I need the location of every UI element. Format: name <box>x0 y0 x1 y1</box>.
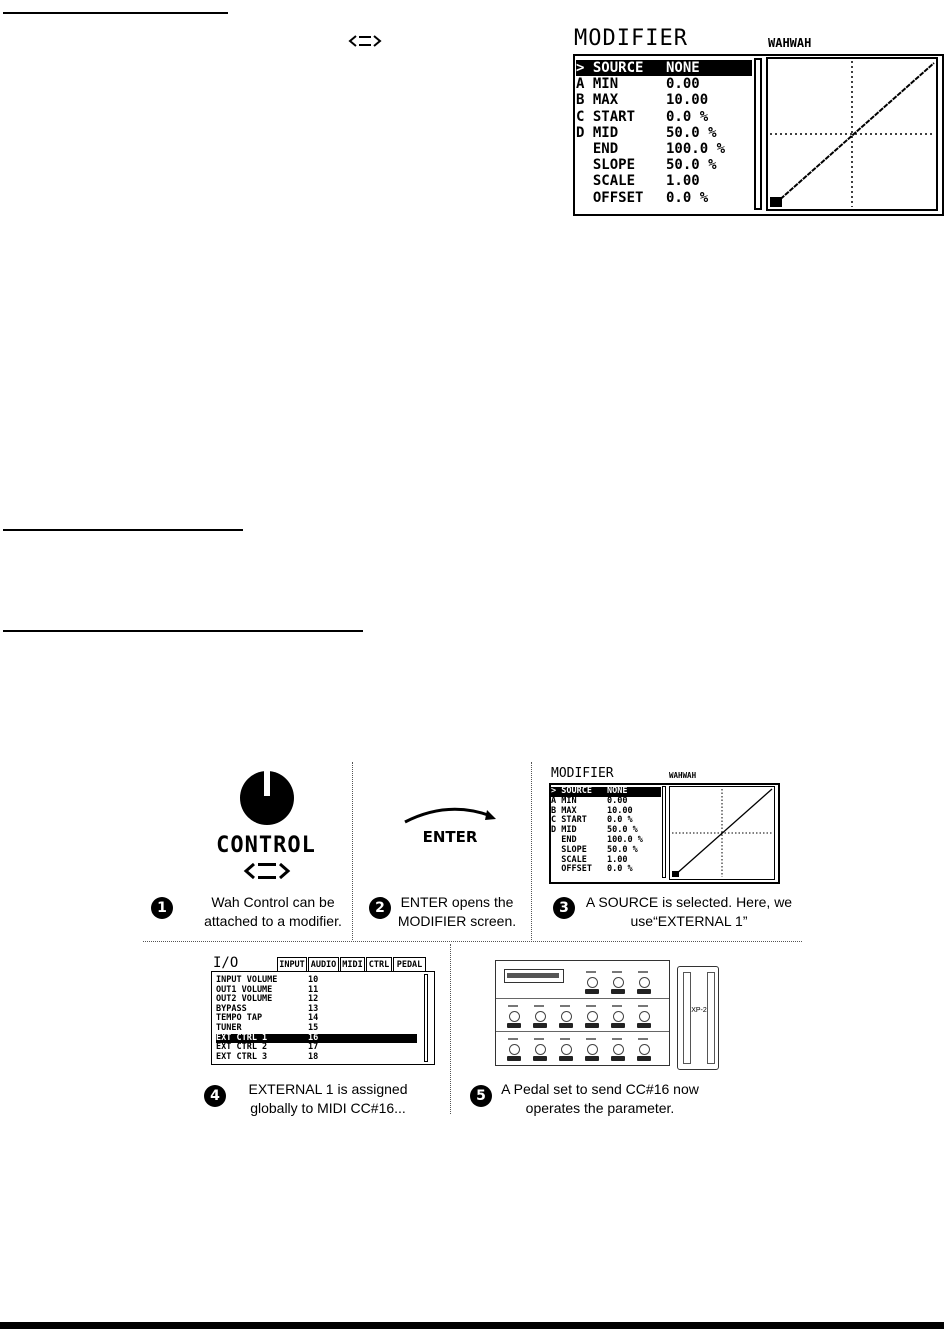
param-name: B MAX <box>576 92 619 109</box>
footswitch[interactable] <box>587 977 598 988</box>
param-value: 10 <box>308 975 319 985</box>
foot-controller-row-divider <box>496 1031 669 1032</box>
footswitch[interactable] <box>561 1044 572 1055</box>
param-name: A MIN <box>551 795 577 806</box>
step-3-caption: A SOURCE is selected. Here, we use“EXTERNAL 1” <box>585 894 793 929</box>
switch-label-mark <box>612 1005 622 1007</box>
modifier-effect-name: WAHWAH <box>768 36 812 50</box>
divider-row <box>143 941 802 942</box>
enter-button-label[interactable]: ENTER <box>422 828 478 846</box>
param-name: SCALE <box>551 854 587 865</box>
switch-label-mark <box>612 1038 622 1040</box>
footswitch-led <box>533 1023 547 1028</box>
footswitch-led <box>611 1056 625 1061</box>
param-value: NONE <box>666 60 700 76</box>
footswitch[interactable] <box>639 1044 650 1055</box>
param-name: SCALE <box>576 173 636 190</box>
param-name: D MID <box>576 124 619 141</box>
param-row[interactable] <box>576 157 752 173</box>
param-name: A MIN <box>576 76 619 93</box>
param-value: 17 <box>308 1042 319 1053</box>
footswitch-led <box>559 1056 573 1061</box>
footswitch[interactable] <box>639 977 650 988</box>
switch-label-mark <box>612 971 622 973</box>
switch-label-mark <box>534 1038 544 1040</box>
modifier-param-list <box>576 60 752 206</box>
param-value: 50.0 % <box>607 825 638 836</box>
param-name: OUT1 VOLUME <box>216 984 273 995</box>
step-1-caption: Wah Control can be attached to a modifier. <box>204 894 342 929</box>
switch-label-mark <box>638 971 648 973</box>
param-value: 100.0 % <box>666 140 726 157</box>
tab-pedal[interactable]: PEDAL <box>393 957 426 973</box>
param-row[interactable] <box>576 76 752 92</box>
param-name: TEMPO TAP <box>216 1013 263 1024</box>
switch-label-mark <box>586 971 596 973</box>
param-row[interactable] <box>576 173 752 189</box>
tab-input[interactable]: INPUT <box>277 957 307 973</box>
foot-controller <box>495 960 670 1066</box>
arrow-curve-icon <box>403 804 498 826</box>
param-row[interactable] <box>576 92 752 108</box>
modifier-scrollbar[interactable] <box>662 786 666 878</box>
param-value: 1.00 <box>607 854 628 865</box>
switch-label-mark <box>508 1005 518 1007</box>
param-value: 0.0 % <box>607 864 633 875</box>
param-row[interactable] <box>576 60 752 76</box>
switch-label-mark <box>560 1038 570 1040</box>
footswitch-led <box>637 1023 651 1028</box>
param-value: NONE <box>607 786 628 796</box>
foot-controller-display <box>504 969 564 983</box>
tab-ctrl[interactable]: CTRL <box>366 957 392 972</box>
step-2-caption: ENTER opens the MODIFIER screen. <box>397 894 517 929</box>
param-value: 10.00 <box>607 805 633 816</box>
param-row[interactable] <box>576 125 752 141</box>
param-value: 15 <box>308 1022 319 1033</box>
step-number-2: 2 <box>369 897 391 919</box>
param-value: 1.00 <box>666 173 700 190</box>
knob-icon[interactable] <box>237 768 297 828</box>
footswitch-led <box>611 1023 625 1028</box>
param-name: EXT CTRL 2 <box>216 1042 268 1053</box>
param-value: 50.0 % <box>607 844 638 855</box>
param-value: 18 <box>308 1051 319 1062</box>
tab-midi[interactable]: MIDI <box>340 957 365 973</box>
switch-label-mark <box>508 1038 518 1040</box>
param-name: BYPASS <box>216 1003 247 1014</box>
io-row-list <box>216 976 417 1062</box>
foot-controller-row-divider <box>496 998 669 999</box>
footswitch[interactable] <box>535 1044 546 1055</box>
footswitch-led <box>637 1056 651 1061</box>
param-value: 14 <box>308 1013 319 1024</box>
param-row[interactable] <box>576 190 752 206</box>
param-value: 100.0 % <box>607 834 643 845</box>
param-name: EXT CTRL 3 <box>216 1051 268 1062</box>
switch-label-mark <box>586 1005 596 1007</box>
param-value: 16 <box>308 1032 319 1043</box>
modifier-title: MODIFIER <box>551 766 614 781</box>
footswitch[interactable] <box>613 1044 624 1055</box>
param-name: B MAX <box>551 805 577 816</box>
param-name: OUT2 VOLUME <box>216 994 273 1005</box>
modifier-title: MODIFIER <box>574 26 688 51</box>
param-value: 12 <box>308 994 319 1005</box>
param-value: 0.0 % <box>666 108 709 125</box>
modifier-param-list <box>551 787 661 875</box>
footswitch[interactable] <box>613 1011 624 1022</box>
io-scrollbar[interactable] <box>424 974 428 1062</box>
pedal-label: XP-2 <box>691 1007 707 1014</box>
heading-underline-2 <box>3 529 243 531</box>
param-row[interactable] <box>551 865 661 875</box>
step-number-1: 1 <box>151 897 173 919</box>
divider-4-5 <box>450 944 451 1114</box>
modifier-curve <box>670 787 774 879</box>
param-name: D MID <box>551 825 577 836</box>
param-value: 13 <box>308 1003 319 1014</box>
param-name: C START <box>576 108 636 125</box>
control-arrows-icon <box>348 34 382 48</box>
param-value: 0.00 <box>607 795 628 806</box>
modifier-curve <box>768 59 936 209</box>
footswitch-led <box>585 1056 599 1061</box>
io-title: I/O <box>213 955 239 971</box>
expression-pedal[interactable] <box>677 966 719 1070</box>
footswitch-led <box>585 989 599 994</box>
param-name: END <box>576 140 619 157</box>
step-4-caption: EXTERNAL 1 is assigned globally to MIDI CC#16... <box>248 1081 408 1116</box>
modifier-scrollbar[interactable] <box>754 58 762 210</box>
control-arrows-icon <box>243 861 291 881</box>
divider-2-3 <box>531 762 532 940</box>
switch-label-mark <box>560 1005 570 1007</box>
step-number-3: 3 <box>553 897 575 919</box>
footswitch-led <box>559 1023 573 1028</box>
footswitch-led <box>637 989 651 994</box>
heading-underline-1 <box>3 12 228 14</box>
param-name: > SOURCE <box>576 60 644 76</box>
footswitch[interactable] <box>561 1011 572 1022</box>
param-value: 0.0 % <box>607 815 633 826</box>
param-name: C START <box>551 815 587 826</box>
switch-label-mark <box>638 1038 648 1040</box>
modifier-curve-graph <box>766 57 938 211</box>
page-footer-bar <box>0 1322 944 1329</box>
tab-audio[interactable]: AUDIO <box>308 957 339 973</box>
pedal-tread <box>707 972 715 1064</box>
param-value: 0.00 <box>666 76 700 93</box>
param-name: OFFSET <box>551 864 592 875</box>
footswitch-led <box>507 1056 521 1061</box>
param-name: EXT CTRL 1 <box>216 1032 268 1043</box>
heading-underline-3 <box>3 630 363 632</box>
footswitch[interactable] <box>509 1044 520 1055</box>
param-name: SLOPE <box>576 157 636 174</box>
step-number-5: 5 <box>470 1085 492 1107</box>
step-number-4: 4 <box>204 1085 226 1107</box>
param-name: TUNER <box>216 1022 242 1033</box>
footswitch[interactable] <box>639 1011 650 1022</box>
switch-label-mark <box>638 1005 648 1007</box>
footswitch-led <box>533 1056 547 1061</box>
param-row[interactable] <box>216 1053 417 1063</box>
param-value: 10.00 <box>666 92 709 109</box>
control-label: CONTROL <box>216 833 316 858</box>
footswitch-led <box>507 1023 521 1028</box>
param-value: 11 <box>308 984 319 995</box>
param-name: > SOURCE <box>551 786 592 796</box>
param-name: OFFSET <box>576 189 644 206</box>
param-name: INPUT VOLUME <box>216 975 278 985</box>
modifier-effect-name: WAHWAH <box>669 771 697 780</box>
footswitch[interactable] <box>587 1011 598 1022</box>
footswitch-led <box>611 989 625 994</box>
footswitch[interactable] <box>535 1011 546 1022</box>
param-name: SLOPE <box>551 844 587 855</box>
pedal-tread <box>683 972 691 1064</box>
param-value: 50.0 % <box>666 157 717 174</box>
param-value: 0.0 % <box>666 189 709 206</box>
switch-label-mark <box>586 1038 596 1040</box>
param-value: 50.0 % <box>666 124 717 141</box>
param-row[interactable] <box>576 109 752 125</box>
param-row[interactable] <box>576 141 752 157</box>
param-name: END <box>551 834 577 845</box>
switch-label-mark <box>534 1005 544 1007</box>
footswitch[interactable] <box>587 1044 598 1055</box>
footswitch-led <box>585 1023 599 1028</box>
footswitch[interactable] <box>509 1011 520 1022</box>
step-5-caption: A Pedal set to send CC#16 now operates the parameter. <box>501 1081 699 1116</box>
modifier-curve-graph <box>669 786 775 880</box>
footswitch[interactable] <box>613 977 624 988</box>
